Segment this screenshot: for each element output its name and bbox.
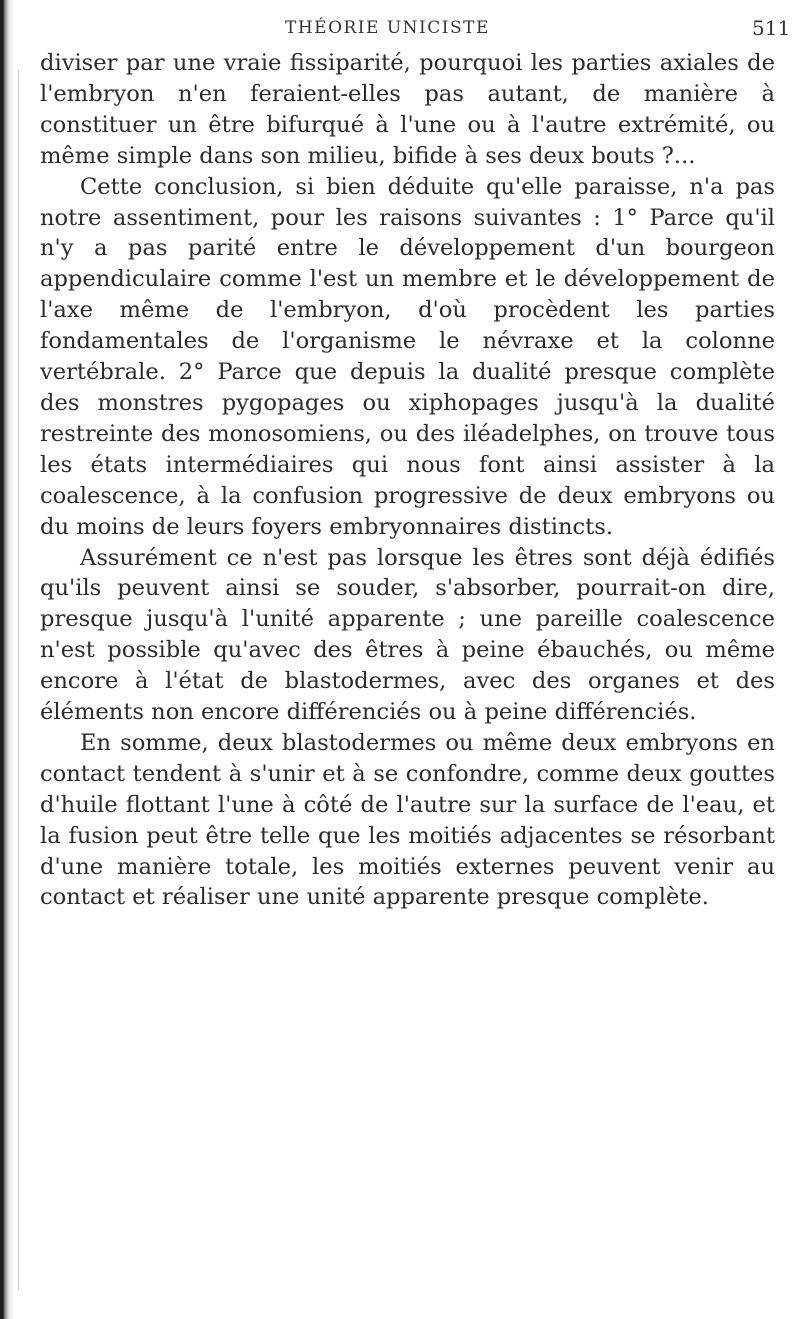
page-number: 511	[752, 16, 791, 40]
page-gutter-line	[18, 70, 19, 1290]
paragraph-coalescence: Assurément ce n'est pas lorsque les êtres sont déjà édifiés qu'ils peuvent ainsi se souder, s'absorber, pourrait-on dire, presque jusqu'à l'unité apparente ; une pareille coalescence n'est possible qu'avec des êtres à peine ébauchés, ou même encore à l'état de blastodermes, avec des organes et des éléments non encore différenciés ou à peine différenciés.	[40, 544, 775, 726]
paragraph-summary: En somme, deux blastodermes ou même deux embryons en contact tendent à s'unir et à se confondre, comme deux gouttes d'huile flottant l'une à côté de l'autre sur la surface de l'eau, et la fusion peut être telle que les moitiés adjacentes se résorbant d'une manière totale, les moitiés externes peuvent venir au contact et réaliser une unité apparente presque complète.	[40, 729, 775, 911]
paragraph-conclusion: Cette conclusion, si bien déduite qu'elle paraisse, n'a pas notre assentiment, pour les raisons suivantes : 1° Parce qu'il n'y a pas parité entre le développement d'un bourgeon appendiculaire comme l'est un membre et le développement de l'axe même de l'embryon, d'où procèdent les parties fondamentales de l'organisme le névraxe et la colonne vertébrale. 2° Parce que depuis la dualité presque complète des monstres pygopages ou xiphopages jusqu'à la dualité restreinte des monosomiens, ou des iléadelphes, on trouve tous les états intermédiaires qui nous font ainsi assister à la coalescence, à la confusion progressive de deux embryons ou du moins de leurs foyers embryonnaires distincts.	[40, 173, 775, 540]
running-head: THÉORIE UNICISTE	[285, 18, 490, 38]
page-binding-edge	[0, 0, 14, 1319]
page-body	[40, 48, 775, 913]
paragraph-continued: diviser par une vraie fissiparité, pourquoi les parties axiales de l'embryon n'en feraient-elles pas autant, de manière à constituer un être bifurqué à l'une ou à l'autre extrémité, ou même simple dans son milieu, bifide à ses deux bouts ?...	[40, 50, 775, 169]
